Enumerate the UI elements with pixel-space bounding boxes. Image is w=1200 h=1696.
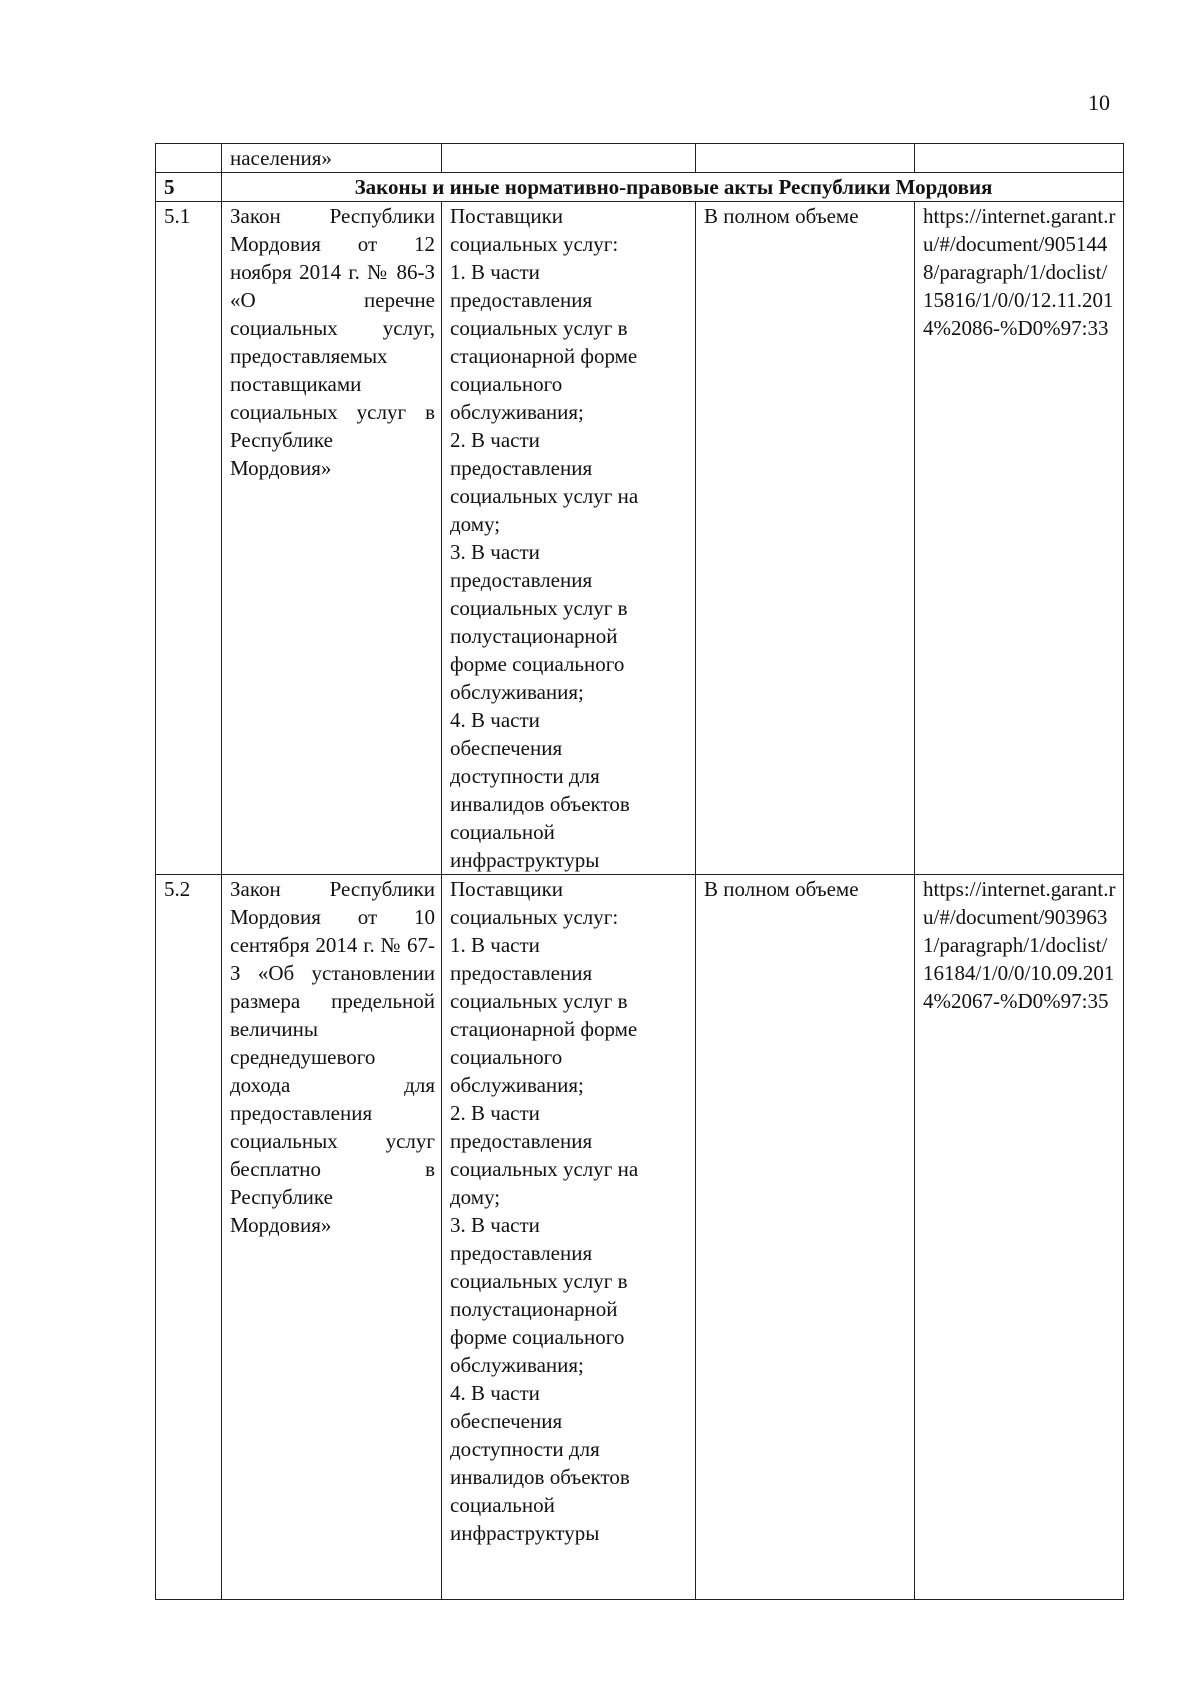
subjects-list bbox=[442, 202, 696, 875]
subject-line: дому; bbox=[450, 512, 501, 536]
subject-line: стационарной форме bbox=[450, 344, 638, 368]
subject-line: 3. В части bbox=[450, 540, 540, 564]
subject-line: 2. В части bbox=[450, 1101, 540, 1125]
subject-line: предоставления bbox=[450, 456, 593, 480]
subject-line: доступности для bbox=[450, 1437, 600, 1461]
subject-line: 4. В части bbox=[450, 708, 540, 732]
subject-line: 1. В части bbox=[450, 260, 540, 284]
subject-line: обслуживания; bbox=[450, 1353, 584, 1377]
continuation-row bbox=[156, 144, 1124, 173]
subject-line: 1. В части bbox=[450, 933, 540, 957]
table-row bbox=[156, 875, 1124, 1600]
subject-line: социальных услуг в bbox=[450, 596, 628, 620]
cell-link bbox=[915, 144, 1124, 173]
subject-line: полустационарной bbox=[450, 624, 618, 648]
subject-line: социального bbox=[450, 372, 563, 396]
subject-line: 2. В части bbox=[450, 428, 540, 452]
cell-number bbox=[156, 144, 222, 173]
subject-line: Поставщики bbox=[450, 877, 564, 901]
row-number: 5.1 bbox=[156, 202, 222, 875]
subject-line: обслуживания; bbox=[450, 1073, 584, 1097]
subject-line: социальных услуг в bbox=[450, 1269, 628, 1293]
subject-line: социальных услуг на bbox=[450, 1157, 639, 1181]
subject-line: предоставления bbox=[450, 1241, 593, 1265]
application-scope: В полном объеме bbox=[696, 202, 915, 875]
subject-line: инвалидов объектов bbox=[450, 1465, 630, 1489]
subject-line: полустационарной bbox=[450, 1297, 618, 1321]
application-scope: В полном объеме bbox=[696, 875, 915, 1600]
subject-line: социального bbox=[450, 1045, 563, 1069]
subject-line: социальных услуг: bbox=[450, 232, 619, 256]
cell-subjects bbox=[442, 144, 696, 173]
source-link[interactable]: https://internet.garant.ru/#/document/9039631/paragraph/1/doclist/16184/1/0/0/10.09.2014%2067-%D0%97:35 bbox=[915, 875, 1124, 1600]
subject-line: доступности для bbox=[450, 764, 600, 788]
section-row bbox=[156, 173, 1124, 202]
subject-line: предоставления bbox=[450, 568, 593, 592]
legal-acts-table bbox=[155, 143, 1124, 1600]
act-name: Закон Республики Мордовия от 12 ноября 2014 г. № 86-З «О перечне социальных услуг, предоставляемых поставщиками социальных услуг в Республике Мордовия» bbox=[222, 202, 442, 875]
subject-line: 3. В части bbox=[450, 1213, 540, 1237]
subject-line: социальных услуг: bbox=[450, 905, 619, 929]
subject-line: 4. В части bbox=[450, 1381, 540, 1405]
subject-line: инфраструктуры bbox=[450, 1521, 600, 1545]
subject-line: инвалидов объектов bbox=[450, 792, 630, 816]
cell-scope bbox=[696, 144, 915, 173]
subject-line: дому; bbox=[450, 1185, 501, 1209]
subject-line: форме социального bbox=[450, 652, 625, 676]
act-name: Закон Республики Мордовия от 10 сентября 2014 г. № 67-З «Об установлении размера предельной величины среднедушевого дохода для предоставления социальных услуг бесплатно в Республике Мордовия» bbox=[222, 875, 442, 1600]
subject-line: обслуживания; bbox=[450, 680, 584, 704]
subject-line: инфраструктуры bbox=[450, 848, 600, 872]
section-title: Законы и иные нормативно-правовые акты Республики Мордовия bbox=[222, 173, 1124, 202]
subject-line: обеспечения bbox=[450, 1409, 563, 1433]
subject-line: социальных услуг в bbox=[450, 316, 628, 340]
subject-line: социальной bbox=[450, 820, 555, 844]
subject-line: обеспечения bbox=[450, 736, 563, 760]
subject-line: Поставщики bbox=[450, 204, 564, 228]
table-row bbox=[156, 202, 1124, 875]
subject-line: форме социального bbox=[450, 1325, 625, 1349]
section-number: 5 bbox=[156, 173, 222, 202]
cell-name: населения» bbox=[222, 144, 442, 173]
subject-line: предоставления bbox=[450, 1129, 593, 1153]
subjects-list bbox=[442, 875, 696, 1600]
subject-line: обслуживания; bbox=[450, 400, 584, 424]
subject-line: стационарной форме bbox=[450, 1017, 638, 1041]
subject-line: социальных услуг в bbox=[450, 989, 628, 1013]
subject-line: социальных услуг на bbox=[450, 484, 639, 508]
row-number: 5.2 bbox=[156, 875, 222, 1600]
subject-line: предоставления bbox=[450, 961, 593, 985]
source-link[interactable]: https://internet.garant.ru/#/document/9051448/paragraph/1/doclist/15816/1/0/0/12.11.2014%2086-%D0%97:33 bbox=[915, 202, 1124, 875]
page-number: 10 bbox=[1088, 90, 1110, 115]
subject-line: предоставления bbox=[450, 288, 593, 312]
subject-line: социальной bbox=[450, 1493, 555, 1517]
